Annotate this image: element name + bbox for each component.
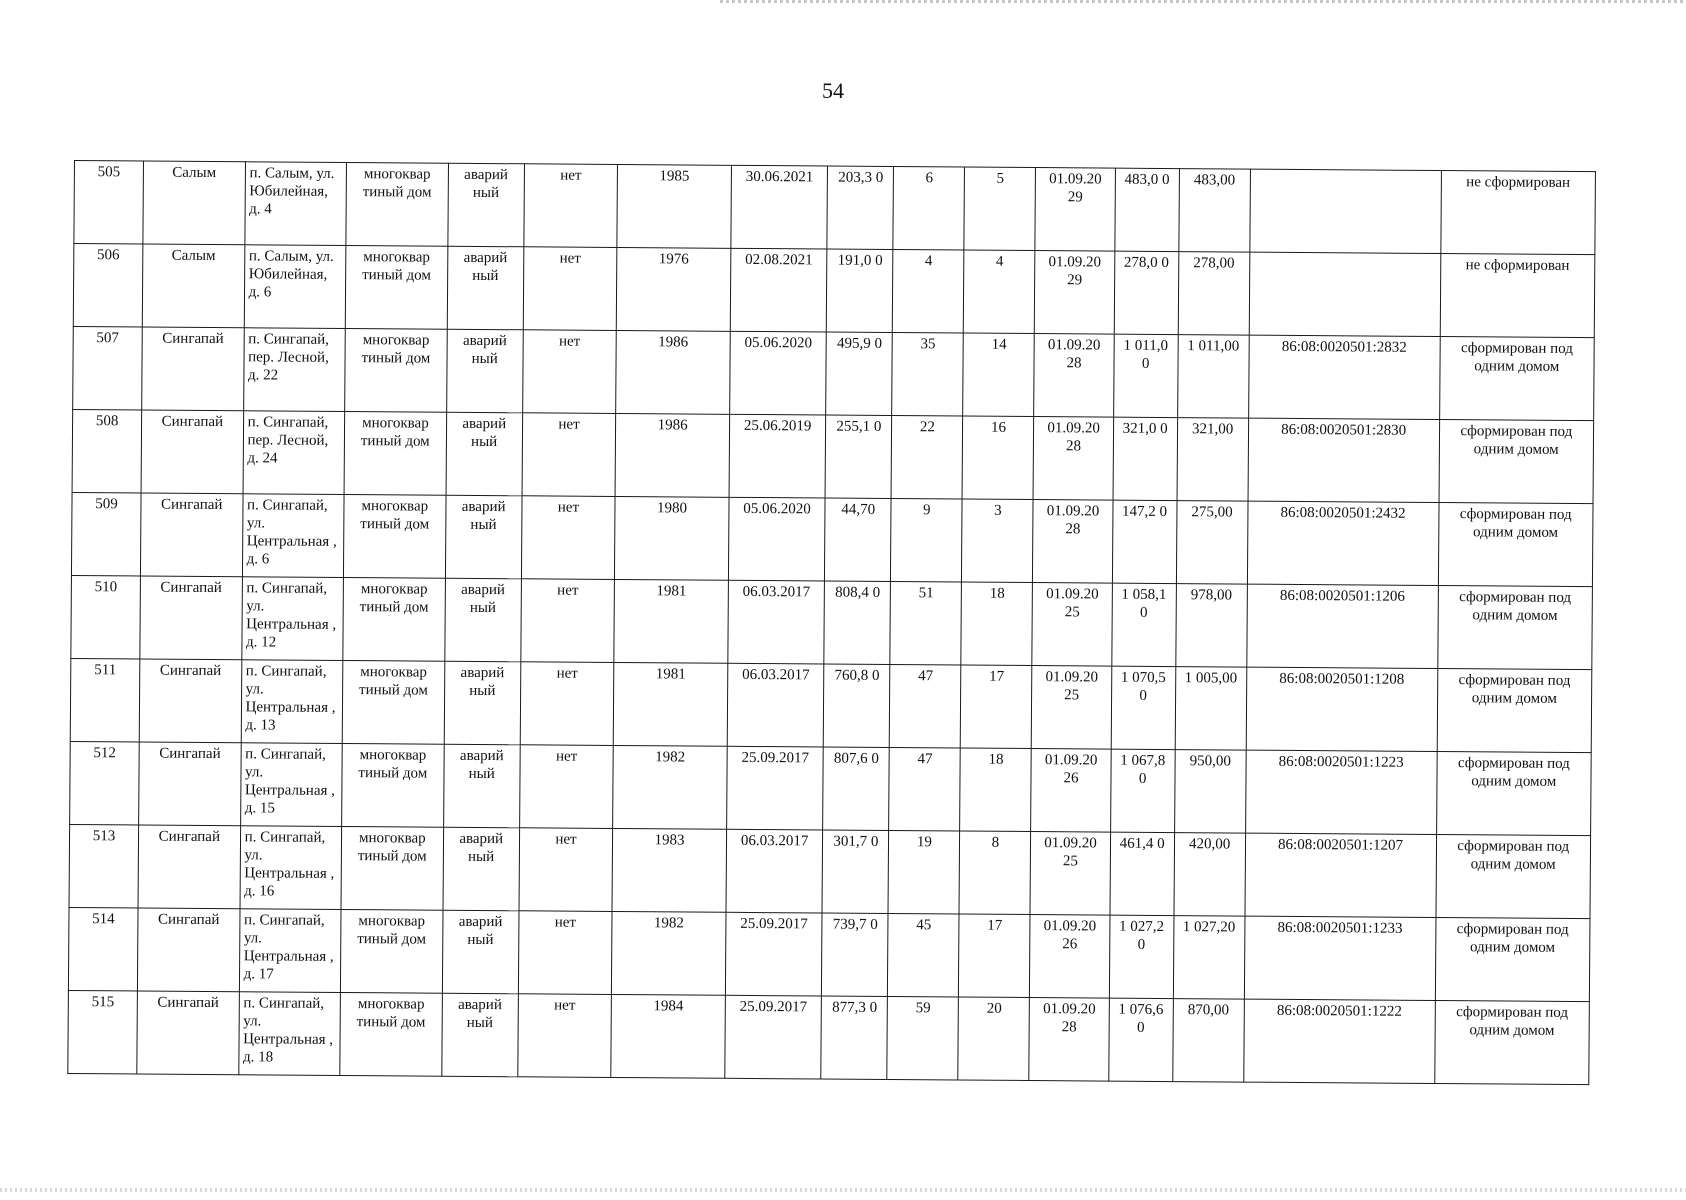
- premises-count-cell: 16: [962, 416, 1034, 500]
- condition-cell: аварий ный: [442, 910, 519, 994]
- row-number: 505: [74, 161, 144, 245]
- area-cell: 301,7 0: [822, 830, 889, 913]
- area-cell: 191,0 0: [827, 249, 894, 332]
- flag-cell: нет: [522, 413, 616, 497]
- flag-cell: нет: [519, 828, 613, 912]
- page-number: 54: [822, 78, 844, 103]
- residents-count-cell: 9: [891, 499, 963, 583]
- table-body: [68, 161, 1596, 1085]
- area3-cell: 1 027,20: [1173, 916, 1245, 1000]
- area-cell: 877,3 0: [821, 996, 888, 1079]
- condition-cell: аварий ный: [441, 993, 518, 1077]
- table-row: [73, 326, 1595, 420]
- year-built-cell: 1981: [613, 662, 727, 746]
- area-cell: 760,8 0: [824, 664, 891, 747]
- land-status-cell: сформирован под одним домом: [1436, 752, 1591, 836]
- cadastral-number-cell: 86:08:0020501:1233: [1244, 916, 1435, 1000]
- address-cell: п. Сингапай, ул. Центральная , д. 16: [240, 826, 342, 910]
- flag-cell: нет: [523, 247, 617, 331]
- flag-cell: нет: [518, 994, 612, 1078]
- area-cell: 807,6 0: [823, 747, 890, 830]
- area-cell: 495,9 0: [826, 332, 893, 415]
- address-cell: п. Салым, ул. Юбилейная, д. 4: [244, 162, 346, 246]
- area3-cell: 275,00: [1176, 501, 1248, 585]
- area2-cell: 483,0 0: [1115, 168, 1180, 251]
- table-row: [70, 741, 1592, 835]
- area-cell: 739,7 0: [822, 913, 889, 996]
- building-type-cell: многоквар тиный дом: [340, 992, 442, 1076]
- cadastral-number-cell: 86:08:0020501:1207: [1245, 833, 1436, 917]
- settlement-cell: Салым: [142, 244, 244, 328]
- deadline-cell: 01.09.20 28: [1033, 500, 1113, 584]
- cadastral-number-cell: [1249, 252, 1440, 336]
- settlement-cell: Сингапай: [138, 825, 240, 909]
- deadline-cell: 01.09.20 28: [1033, 417, 1113, 501]
- area2-cell: 1 076,6 0: [1108, 998, 1173, 1081]
- settlement-cell: Сингапай: [140, 576, 242, 660]
- scan-noise-top: [720, 0, 1686, 3]
- premises-count-cell: 8: [959, 831, 1031, 915]
- year-built-cell: 1982: [612, 911, 726, 995]
- area-cell: 808,4 0: [824, 581, 891, 664]
- row-number: 506: [73, 244, 143, 328]
- recognition-date-cell: 05.06.2020: [730, 331, 827, 415]
- address-cell: п. Сингапай, ул. Центральная , д. 13: [241, 660, 343, 744]
- residents-count-cell: 6: [893, 167, 965, 251]
- cadastral-number-cell: 86:08:0020501:1208: [1246, 667, 1437, 751]
- area-cell: 203,3 0: [827, 166, 894, 249]
- address-cell: п. Сингапай, пер. Лесной, д. 22: [243, 328, 345, 412]
- residents-count-cell: 22: [891, 416, 963, 500]
- table-row: [72, 409, 1594, 503]
- table-row: [69, 824, 1591, 918]
- settlement-cell: Сингапай: [139, 659, 241, 743]
- area3-cell: 870,00: [1172, 999, 1244, 1083]
- condition-cell: аварий ный: [443, 827, 520, 911]
- premises-count-cell: 17: [961, 665, 1033, 749]
- deadline-cell: 01.09.20 26: [1031, 749, 1111, 833]
- scan-noise-bottom: [0, 1188, 1686, 1192]
- building-type-cell: многоквар тиный дом: [342, 743, 444, 827]
- area3-cell: 1 011,00: [1177, 335, 1249, 419]
- area3-cell: 278,00: [1178, 252, 1250, 336]
- recognition-date-cell: 30.06.2021: [731, 165, 828, 249]
- area3-cell: 483,00: [1178, 169, 1250, 253]
- area2-cell: 278,0 0: [1114, 251, 1179, 334]
- premises-count-cell: 5: [964, 167, 1036, 251]
- recognition-date-cell: 06.03.2017: [726, 829, 823, 913]
- cadastral-number-cell: 86:08:0020501:1222: [1243, 999, 1434, 1083]
- residents-count-cell: 4: [893, 250, 965, 334]
- residents-count-cell: 45: [888, 913, 960, 997]
- deadline-cell: 01.09.20 29: [1035, 168, 1115, 252]
- cadastral-number-cell: 86:08:0020501:1206: [1246, 584, 1437, 668]
- flag-cell: нет: [520, 662, 614, 746]
- address-cell: п. Салым, ул. Юбилейная, д. 6: [244, 245, 346, 329]
- deadline-cell: 01.09.20 25: [1032, 583, 1112, 667]
- flag-cell: нет: [519, 745, 613, 829]
- area3-cell: 978,00: [1175, 584, 1247, 668]
- deadline-cell: 01.09.20 25: [1032, 666, 1112, 750]
- address-cell: п. Сингапай, ул. Центральная , д. 17: [239, 909, 341, 993]
- building-type-cell: многоквар тиный дом: [346, 162, 448, 246]
- row-number: 515: [68, 990, 138, 1074]
- building-type-cell: многоквар тиный дом: [342, 660, 444, 744]
- condition-cell: аварий ный: [446, 412, 523, 496]
- cadastral-number-cell: 86:08:0020501:2832: [1248, 335, 1439, 419]
- deadline-cell: 01.09.20 25: [1030, 832, 1110, 916]
- recognition-date-cell: 05.06.2020: [728, 497, 825, 581]
- register-table-wrapper: [67, 160, 1596, 1085]
- premises-count-cell: 17: [959, 914, 1031, 998]
- land-status-cell: сформирован под одним домом: [1435, 918, 1590, 1002]
- settlement-cell: Салым: [143, 161, 245, 245]
- row-number: 513: [69, 824, 139, 908]
- building-type-cell: многоквар тиный дом: [343, 577, 445, 661]
- recognition-date-cell: 25.06.2019: [729, 414, 826, 498]
- cadastral-number-cell: 86:08:0020501:1223: [1245, 750, 1436, 834]
- cadastral-number-cell: 86:08:0020501:2432: [1247, 501, 1438, 585]
- flag-cell: нет: [524, 164, 618, 248]
- area-cell: 44,70: [825, 498, 892, 581]
- area2-cell: 147,2 0: [1112, 500, 1177, 583]
- row-number: 512: [70, 741, 140, 825]
- address-cell: п. Сингапай, ул. Центральная , д. 15: [240, 743, 342, 827]
- residents-count-cell: 47: [890, 664, 962, 748]
- premises-count-cell: 20: [958, 997, 1030, 1081]
- condition-cell: аварий ный: [448, 163, 525, 247]
- year-built-cell: 1976: [616, 247, 730, 331]
- recognition-date-cell: 02.08.2021: [730, 248, 827, 332]
- condition-cell: аварий ный: [447, 246, 524, 330]
- row-number: 511: [70, 658, 140, 742]
- condition-cell: аварий ный: [444, 578, 521, 662]
- land-status-cell: сформирован под одним домом: [1439, 420, 1594, 504]
- land-status-cell: не сформирован: [1440, 171, 1595, 255]
- flag-cell: нет: [522, 330, 616, 414]
- row-number: 510: [71, 575, 141, 659]
- land-status-cell: сформирован под одним домом: [1437, 669, 1592, 753]
- year-built-cell: 1983: [612, 828, 726, 912]
- address-cell: п. Сингапай, ул. Центральная , д. 18: [238, 992, 340, 1076]
- residents-count-cell: 35: [892, 333, 964, 417]
- area2-cell: 461,4 0: [1110, 832, 1175, 915]
- settlement-cell: Сингапай: [139, 742, 241, 826]
- row-number: 508: [72, 409, 142, 493]
- condition-cell: аварий ный: [444, 661, 521, 745]
- premises-count-cell: 3: [962, 499, 1034, 583]
- settlement-cell: Сингапай: [141, 410, 243, 494]
- settlement-cell: Сингапай: [142, 327, 244, 411]
- building-type-cell: многоквар тиный дом: [345, 328, 447, 412]
- condition-cell: аварий ный: [446, 329, 523, 413]
- area2-cell: 1 027,2 0: [1109, 915, 1174, 998]
- housing-register-table: [67, 160, 1596, 1085]
- settlement-cell: Сингапай: [140, 493, 242, 577]
- row-number: 514: [68, 907, 138, 991]
- land-status-cell: сформирован под одним домом: [1437, 586, 1592, 670]
- area3-cell: 321,00: [1177, 418, 1249, 502]
- building-type-cell: многоквар тиный дом: [341, 826, 443, 910]
- table-row: [71, 575, 1593, 669]
- recognition-date-cell: 25.09.2017: [725, 995, 822, 1079]
- row-number: 509: [71, 492, 141, 576]
- condition-cell: аварий ный: [443, 744, 520, 828]
- land-status-cell: сформирован под одним домом: [1436, 835, 1591, 919]
- recognition-date-cell: 06.03.2017: [727, 663, 824, 747]
- building-type-cell: многоквар тиный дом: [340, 909, 442, 993]
- year-built-cell: 1985: [617, 164, 731, 248]
- area2-cell: 1 011,0 0: [1113, 334, 1178, 417]
- area2-cell: 1 067,8 0: [1110, 749, 1175, 832]
- year-built-cell: 1984: [611, 994, 725, 1078]
- land-status-cell: сформирован под одним домом: [1434, 1000, 1589, 1084]
- flag-cell: нет: [521, 579, 615, 663]
- premises-count-cell: 4: [964, 250, 1036, 334]
- premises-count-cell: 18: [961, 582, 1033, 666]
- address-cell: п. Сингапай, пер. Лесной, д. 24: [243, 411, 345, 495]
- recognition-date-cell: 25.09.2017: [727, 746, 824, 830]
- settlement-cell: Сингапай: [137, 908, 239, 992]
- table-row: [74, 161, 1596, 255]
- condition-cell: аварий ный: [445, 495, 522, 579]
- year-built-cell: 1982: [613, 745, 727, 829]
- area2-cell: 321,0 0: [1113, 417, 1178, 500]
- deadline-cell: 01.09.20 26: [1030, 915, 1110, 999]
- deadline-cell: 01.09.20 29: [1035, 251, 1115, 335]
- recognition-date-cell: 25.09.2017: [725, 912, 822, 996]
- area-cell: 255,1 0: [825, 415, 892, 498]
- land-status-cell: сформирован под одним домом: [1438, 503, 1593, 587]
- residents-count-cell: 59: [887, 996, 959, 1080]
- area3-cell: 950,00: [1174, 750, 1246, 834]
- table-row: [68, 907, 1590, 1001]
- table-row: [71, 492, 1593, 586]
- area3-cell: 1 005,00: [1175, 667, 1247, 751]
- residents-count-cell: 51: [890, 581, 962, 665]
- building-type-cell: многоквар тиный дом: [344, 411, 446, 495]
- table-row: [68, 990, 1590, 1084]
- flag-cell: нет: [521, 496, 615, 580]
- year-built-cell: 1986: [616, 330, 730, 414]
- address-cell: п. Сингапай, ул. Центральная , д. 12: [241, 577, 343, 661]
- land-status-cell: не сформирован: [1440, 254, 1595, 338]
- recognition-date-cell: 06.03.2017: [728, 580, 825, 664]
- cadastral-number-cell: 86:08:0020501:2830: [1248, 418, 1439, 502]
- area2-cell: 1 058,1 0: [1111, 583, 1176, 666]
- building-type-cell: многоквар тиный дом: [345, 245, 447, 329]
- residents-count-cell: 19: [888, 830, 960, 914]
- cadastral-number-cell: [1250, 169, 1441, 253]
- table-row: [70, 658, 1592, 752]
- address-cell: п. Сингапай, ул. Центральная , д. 6: [242, 494, 344, 578]
- table-row: [73, 244, 1595, 338]
- settlement-cell: Сингапай: [137, 991, 239, 1075]
- premises-count-cell: 18: [960, 748, 1032, 832]
- land-status-cell: сформирован под одним домом: [1439, 337, 1594, 421]
- flag-cell: нет: [518, 911, 612, 995]
- year-built-cell: 1986: [615, 413, 729, 497]
- year-built-cell: 1980: [615, 496, 729, 580]
- deadline-cell: 01.09.20 28: [1034, 334, 1114, 418]
- deadline-cell: 01.09.20 28: [1029, 998, 1109, 1082]
- year-built-cell: 1981: [614, 579, 728, 663]
- area2-cell: 1 070,5 0: [1111, 666, 1176, 749]
- premises-count-cell: 14: [963, 333, 1035, 417]
- row-number: 507: [73, 326, 143, 410]
- area3-cell: 420,00: [1174, 833, 1246, 917]
- residents-count-cell: 47: [889, 747, 961, 831]
- building-type-cell: многоквар тиный дом: [344, 494, 446, 578]
